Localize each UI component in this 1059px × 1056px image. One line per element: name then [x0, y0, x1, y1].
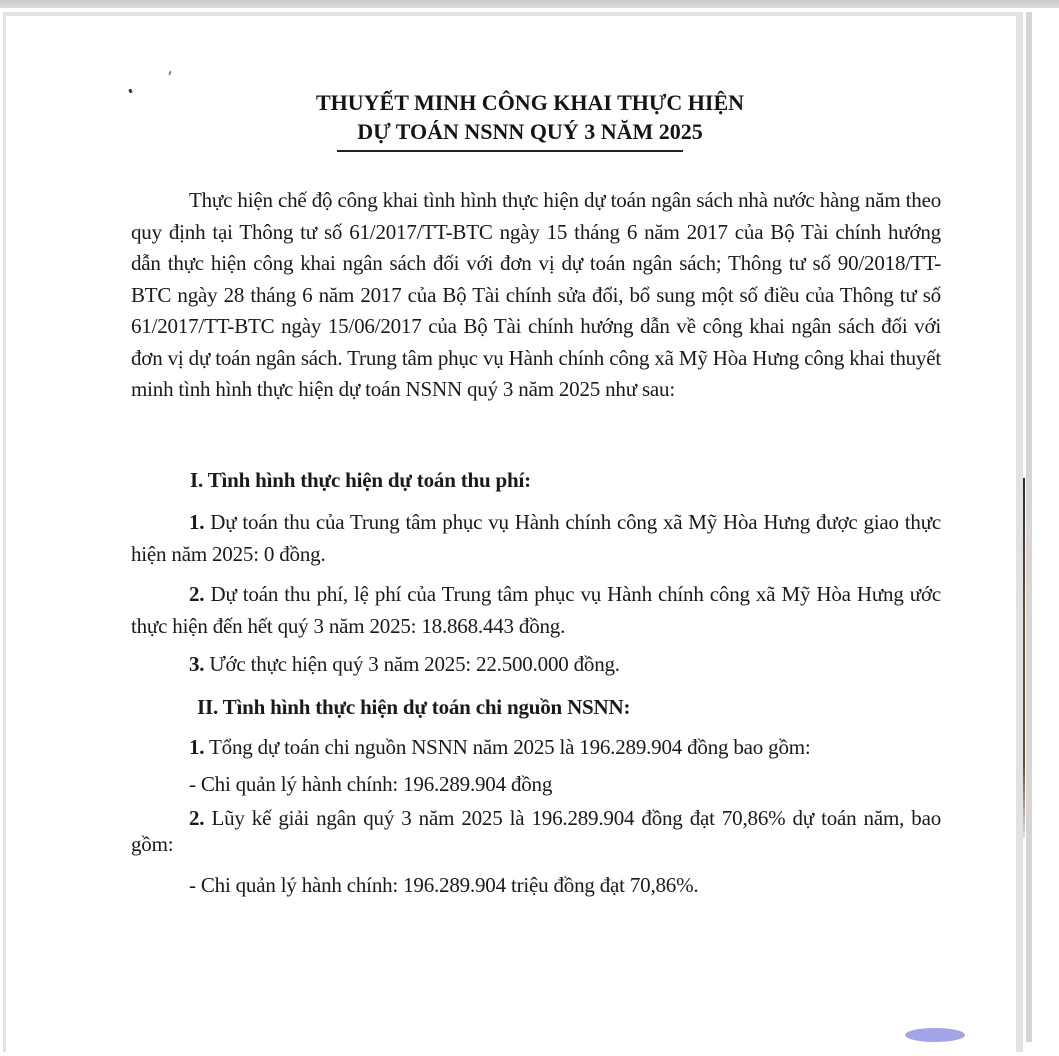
document-title	[280, 88, 780, 146]
section-1-item-2	[131, 578, 941, 642]
page-margin	[1032, 12, 1059, 1042]
title-line-1: THUYẾT MINH CÔNG KHAI THỰC HIỆN	[315, 90, 745, 115]
scan-artifact-line	[1023, 478, 1025, 838]
section-2-item-1	[189, 733, 999, 761]
section-2-item-2	[131, 805, 941, 857]
section-2-heading: II. Tình hình thực hiện dự toán chi nguồn NSNN:	[197, 695, 631, 719]
item-text: Dự toán thu của Trung tâm phục vụ Hành chính công xã Mỹ Hòa Hưng được giao thực hiện năm 2025: 0 đồng.	[131, 510, 941, 566]
item-text: Lũy kế giải ngân quý 3 năm 2025 là 196.289.904 đồng đạt 70,86% dự toán năm, bao gồm:	[131, 806, 941, 856]
scan-top-border	[0, 0, 1059, 8]
scan-artifact-blob	[905, 1028, 965, 1042]
section-1-heading: I. Tình hình thực hiện dự toán thu phí:	[190, 468, 531, 492]
title-line-2: DỰ TOÁN NSNN QUÝ 3 NĂM 2025	[357, 119, 703, 144]
section-1-item-3	[189, 650, 999, 678]
title-underline	[337, 150, 683, 152]
item-number: 3.	[189, 652, 205, 676]
item-text: Ước thực hiện quý 3 năm 2025: 22.500.000 đồng.	[204, 652, 620, 676]
section-2-item-1-sub: - Chi quản lý hành chính: 196.289.904 đồng	[189, 772, 553, 796]
item-number: 1.	[189, 735, 205, 759]
intro-paragraph: Thực hiện chế độ công khai tình hình thực hiện dự toán ngân sách nhà nước hàng năm theo quy định tại Thông tư số 61/2017/TT-BTC ngày 15 tháng 6 năm 2017 của Bộ Tài chính hướng dẫn thực hiện công khai ngân sách đối với đơn vị dự toán ngân sách; Thông tư số 90/2018/TT-BTC ngày 28 tháng 6 năm 2017 của Bộ Tài chính sửa đổi, bổ sung một số điều của Thông tư số 61/2017/TT-BTC ngày 15/06/2017 của Bộ Tài chính hướng dẫn về công khai ngân sách đối với đơn vị dự toán ngân sách. Trung tâm phục vụ Hành chính công xã Mỹ Hòa Hưng công khai thuyết minh tình hình thực hiện dự toán NSNN quý 3 năm 2025 như sau:	[131, 188, 941, 401]
item-number: 2.	[189, 582, 205, 606]
item-text: Tổng dự toán chi nguồn NSNN năm 2025 là 196.289.904 đồng bao gồm:	[204, 735, 811, 759]
section-1-item-1	[131, 506, 941, 570]
item-number: 2.	[189, 806, 205, 830]
item-text: Dự toán thu phí, lệ phí của Trung tâm phục vụ Hành chính công xã Mỹ Hòa Hưng ước thực hiện đến hết quý 3 năm 2025: 18.868.443 đồng.	[131, 582, 941, 638]
section-2-item-2-sub: - Chi quản lý hành chính: 196.289.904 triệu đồng đạt 70,86%.	[189, 873, 699, 897]
item-number: 1.	[189, 510, 205, 534]
